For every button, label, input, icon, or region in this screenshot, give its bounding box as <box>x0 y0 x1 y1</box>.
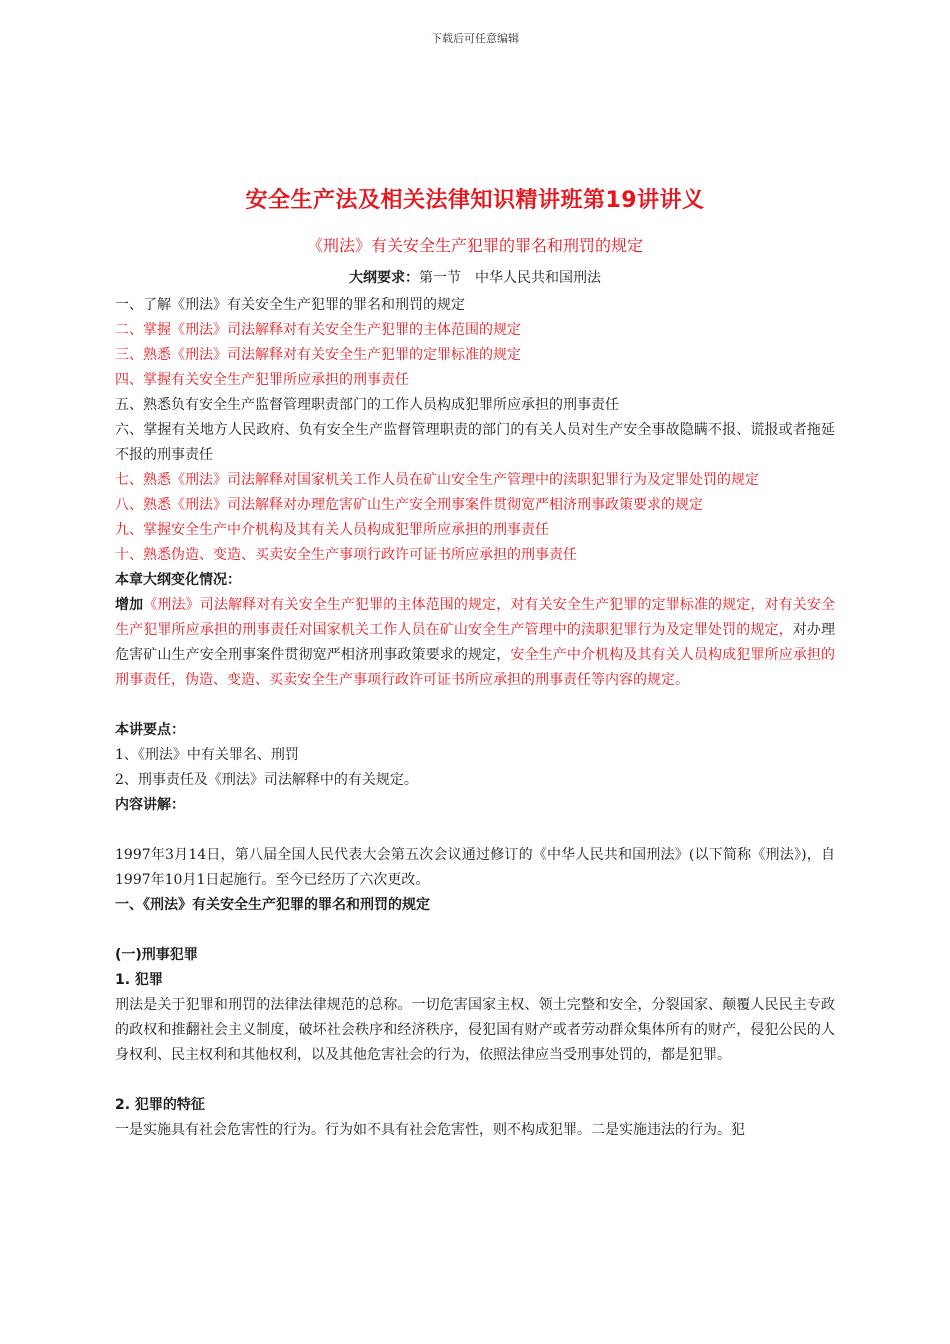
subsection-heading: (一)刑事犯罪 <box>115 947 198 963</box>
outline-label: 大纲要求： <box>349 270 419 286</box>
requirement-item: 四、掌握有关安全生产犯罪所应承担的刑事责任 <box>115 372 409 388</box>
outline-header <box>0 267 950 287</box>
document-body <box>115 293 835 1143</box>
changes-red-1: 《刑法》司法解释对有关安全生产犯罪的主体范围的规定，对有关安全生产犯罪的定罪标准的规定，对有关安全生产犯罪所应承担的刑事责任对国家机关工作人员在矿山安全生产管理中的渎职犯罪行为及定罪处罚的规定， <box>115 597 836 638</box>
requirement-item: 十、熟悉伪造、变造、买卖安全生产事项行政许可证书所应承担的刑事责任 <box>115 547 577 563</box>
changes-lead: 增加 <box>115 597 144 613</box>
outline-section: 第一节 中华人民共和国刑法 <box>419 270 601 286</box>
requirement-item: 五、熟悉负有安全生产监督管理职责部门的工作人员构成犯罪所应承担的刑事责任 <box>115 397 619 413</box>
requirement-item: 三、熟悉《刑法》司法解释对有关安全生产犯罪的定罪标准的规定 <box>115 347 521 363</box>
intro-paragraph: 1997年3月14日，第八届全国人民代表大会第五次会议通过修订的《中华人民共和国刑法》(以下简称《刑法》)，自1997年10月1日起施行。至今已经历了六次更改。 <box>115 847 835 888</box>
requirement-item: 九、掌握安全生产中介机构及其有关人员构成犯罪所应承担的刑事责任 <box>115 522 549 538</box>
features-paragraph: 一是实施具有社会危害性的行为。行为如不具有社会危害性，则不构成犯罪。二是实施违法的行为。犯 <box>115 1122 745 1138</box>
section-heading: 一、《刑法》有关安全生产犯罪的罪名和刑罚的规定 <box>115 897 430 913</box>
changes-heading: 本章大纲变化情况： <box>115 572 241 588</box>
crime-heading: 1. 犯罪 <box>115 972 163 988</box>
features-heading: 2. 犯罪的特征 <box>115 1097 205 1113</box>
changes-red-2: 安全生产中介机构及其有关人员构成犯罪所应承担的刑事责任，伪造、变造、买卖安全生产事项行政许可证书所应承担的刑事责任等内容的规定。 <box>115 647 835 688</box>
keypoints-heading: 本讲要点： <box>115 722 185 738</box>
changes-paragraph <box>115 593 835 693</box>
requirement-item: 七、熟悉《刑法》司法解释对国家机关工作人员在矿山安全生产管理中的渎职犯罪行为及定罪处罚的规定 <box>115 472 759 488</box>
requirement-item: 六、掌握有关地方人民政府、负有安全生产监督管理职责的部门的有关人员对生产安全事故隐瞒不报、谎报或者拖延不报的刑事责任 <box>115 422 835 463</box>
page-header-note: 下载后可任意编辑 <box>431 32 519 45</box>
crime-paragraph: 刑法是关于犯罪和刑罚的法律法律规范的总称。一切危害国家主权、领土完整和安全，分裂国家、颠覆人民民主专政的政权和推翻社会主义制度，破坏社会秩序和经济秩序，侵犯国有财产或者劳动群众集体所有的财产，侵犯公民的人身权利、民主权利和其他权利，以及其他危害社会的行为，依照法律应当受刑事处罚的，都是犯罪。 <box>115 997 835 1063</box>
content-heading: 内容讲解： <box>115 797 185 813</box>
document-title: 安全生产法及相关法律知识精讲班第19讲讲义 <box>245 188 705 213</box>
requirement-item: 八、熟悉《刑法》司法解释对办理危害矿山生产安全刑事案件贯彻宽严相济刑事政策要求的规定 <box>115 497 703 513</box>
document-subtitle: 《刑法》有关安全生产犯罪的罪名和刑罚的规定 <box>306 236 643 255</box>
keypoint-item: 1、《刑法》中有关罪名、刑罚 <box>115 747 299 763</box>
requirement-item: 二、掌握《刑法》司法解释对有关安全生产犯罪的主体范围的规定 <box>115 322 521 338</box>
changes-black-1: 对办理危害矿山生产安全刑事案件贯彻宽严相济刑事政策要求的规定， <box>115 622 836 663</box>
keypoint-item: 2、刑事责任及《刑法》司法解释中的有关规定。 <box>115 772 418 788</box>
requirement-item: 一、了解《刑法》有关安全生产犯罪的罪名和刑罚的规定 <box>115 297 465 313</box>
